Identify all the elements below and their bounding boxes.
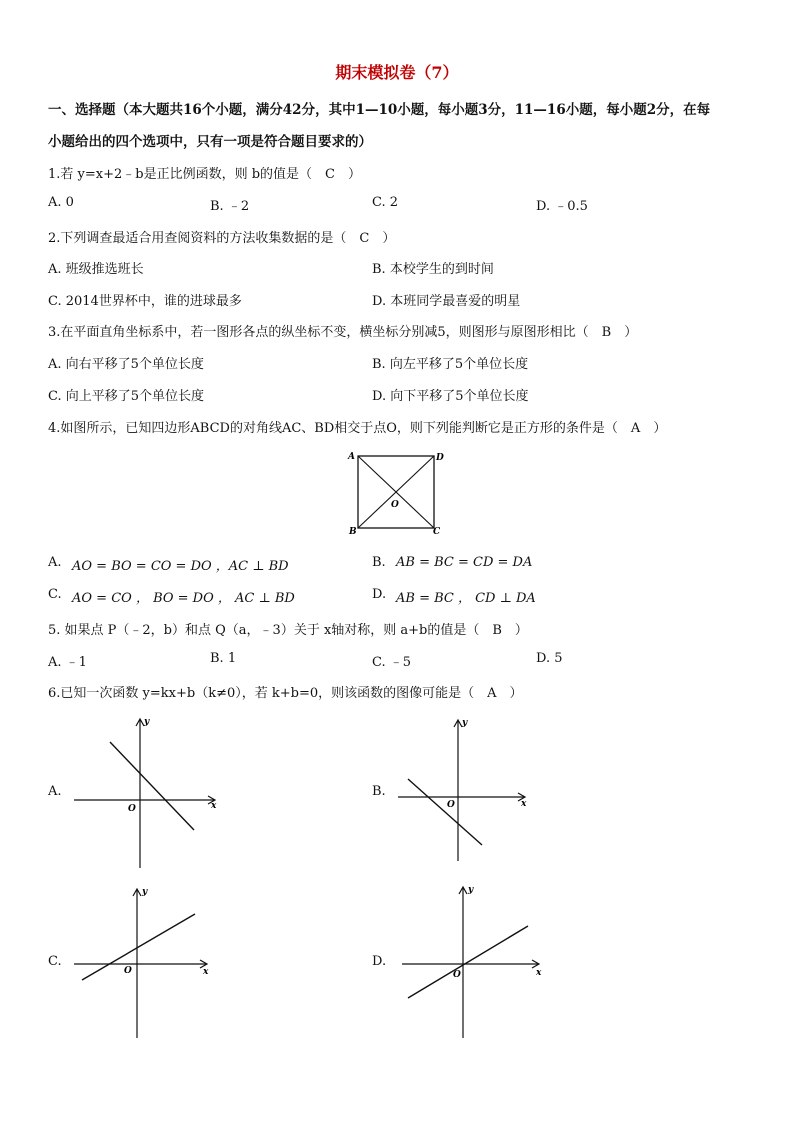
function-line — [110, 742, 194, 830]
graph-c — [72, 884, 222, 1044]
q5-option-b: B. 1 — [210, 651, 237, 666]
q3-option-a: A. 向右平移了5个单位长度 — [48, 357, 204, 372]
y-axis-label: y — [462, 718, 468, 728]
q4-option-a-letter: A. — [48, 555, 62, 570]
section-heading-line2: 小题给出的四个选项中，只有一项是符合题目要求的） — [48, 134, 372, 150]
q5-option-a: A. ﹣1 — [48, 655, 87, 670]
q6-option-d-letter: D. — [372, 954, 387, 969]
vertex-d-label: D — [436, 453, 444, 463]
function-line — [408, 926, 528, 998]
graph-d — [398, 882, 548, 1042]
origin-label: O — [124, 966, 132, 976]
q3-option-c: C. 向上平移了5个单位长度 — [48, 389, 205, 404]
y-axis-label: y — [144, 717, 150, 727]
y-axis-label: y — [468, 885, 474, 895]
q4-option-b-expr: AB = BC = CD = DA — [396, 555, 533, 570]
x-axis-label: x — [536, 968, 542, 978]
q5-option-c: C. ﹣5 — [372, 655, 412, 670]
q6-option-a-letter: A. — [48, 784, 62, 799]
graph-b — [390, 715, 540, 865]
center-o-label: O — [391, 500, 399, 510]
x-axis-label: x — [211, 801, 217, 811]
q1-option-b: B. ﹣2 — [210, 199, 250, 214]
q1-option-a: A. 0 — [48, 195, 74, 210]
q4-option-a-expr: AO = BO = CO = DO ，AC ⊥ BD — [72, 559, 289, 574]
q6-option-b-letter: B. — [372, 784, 386, 799]
x-axis-label: x — [203, 967, 209, 977]
q2-option-a: A. 班级推选班长 — [48, 262, 144, 277]
vertex-b-label: B — [349, 527, 357, 537]
q6-option-c-letter: C. — [48, 954, 62, 969]
q3-option-b: B. 向左平移了5个单位长度 — [372, 357, 529, 372]
vertex-a-label: A — [348, 452, 355, 462]
q1-option-c: C. 2 — [372, 195, 399, 210]
y-axis-label: y — [142, 887, 148, 897]
q4-option-b-letter: B. — [372, 555, 386, 570]
q2-option-b: B. 本校学生的到时间 — [372, 262, 494, 277]
q5-option-d: D. 5 — [536, 651, 563, 666]
q4-option-d-letter: D. — [372, 587, 387, 602]
origin-label: O — [128, 804, 136, 814]
q6-stem: 6.已知一次函数 y=kx+b（k≠0），若 k+b=0，则该函数的图像可能是（ A ） — [48, 686, 523, 701]
q1-stem: 1.若 y=x+2﹣b是正比例函数，则 b的值是（ C ） — [48, 167, 361, 182]
function-line — [408, 779, 482, 845]
q4-option-c-expr: AO = CO ， BO = DO ， AC ⊥ BD — [72, 591, 295, 606]
square-diagonals-figure — [344, 446, 448, 538]
q4-option-c-letter: C. — [48, 587, 62, 602]
vertex-c-label: C — [433, 527, 441, 537]
q4-option-d-expr: AB = BC ， CD ⊥ DA — [396, 591, 536, 606]
page-title: 期末模拟卷（7） — [335, 63, 459, 82]
q4-stem: 4.如图所示，已知四边形ABCD的对角线AC、BD相交于点O，则下列能判断它是正方形的条件是（ A ） — [48, 421, 667, 436]
q5-stem: 5. 如果点 P（﹣2，b）和点 Q（a，﹣3）关于 x轴对称，则 a+b的值是（ B ） — [48, 623, 528, 638]
q2-option-c: C. 2014世界杯中，谁的进球最多 — [48, 294, 242, 309]
section-heading-line1: 一、选择题（本大题共16个小题，满分42分，其中1—10小题，每小题3分，11—16小题，每小题2分，在每 — [48, 102, 711, 118]
graph-a — [70, 712, 230, 872]
q2-stem: 2.下列调查最适合用查阅资料的方法收集数据的是（ C ） — [48, 231, 396, 246]
q2-option-d: D. 本班同学最喜爱的明星 — [372, 294, 521, 309]
q1-option-d: D. ﹣0.5 — [536, 199, 588, 214]
q3-option-d: D. 向下平移了5个单位长度 — [372, 389, 529, 404]
origin-label: O — [453, 970, 461, 980]
function-line — [82, 914, 195, 980]
origin-label: O — [447, 800, 455, 810]
x-axis-label: x — [521, 799, 527, 809]
q3-stem: 3.在平面直角坐标系中，若一图形各点的纵坐标不变，横坐标分别减5，则图形与原图形相比（ B ） — [48, 325, 638, 340]
